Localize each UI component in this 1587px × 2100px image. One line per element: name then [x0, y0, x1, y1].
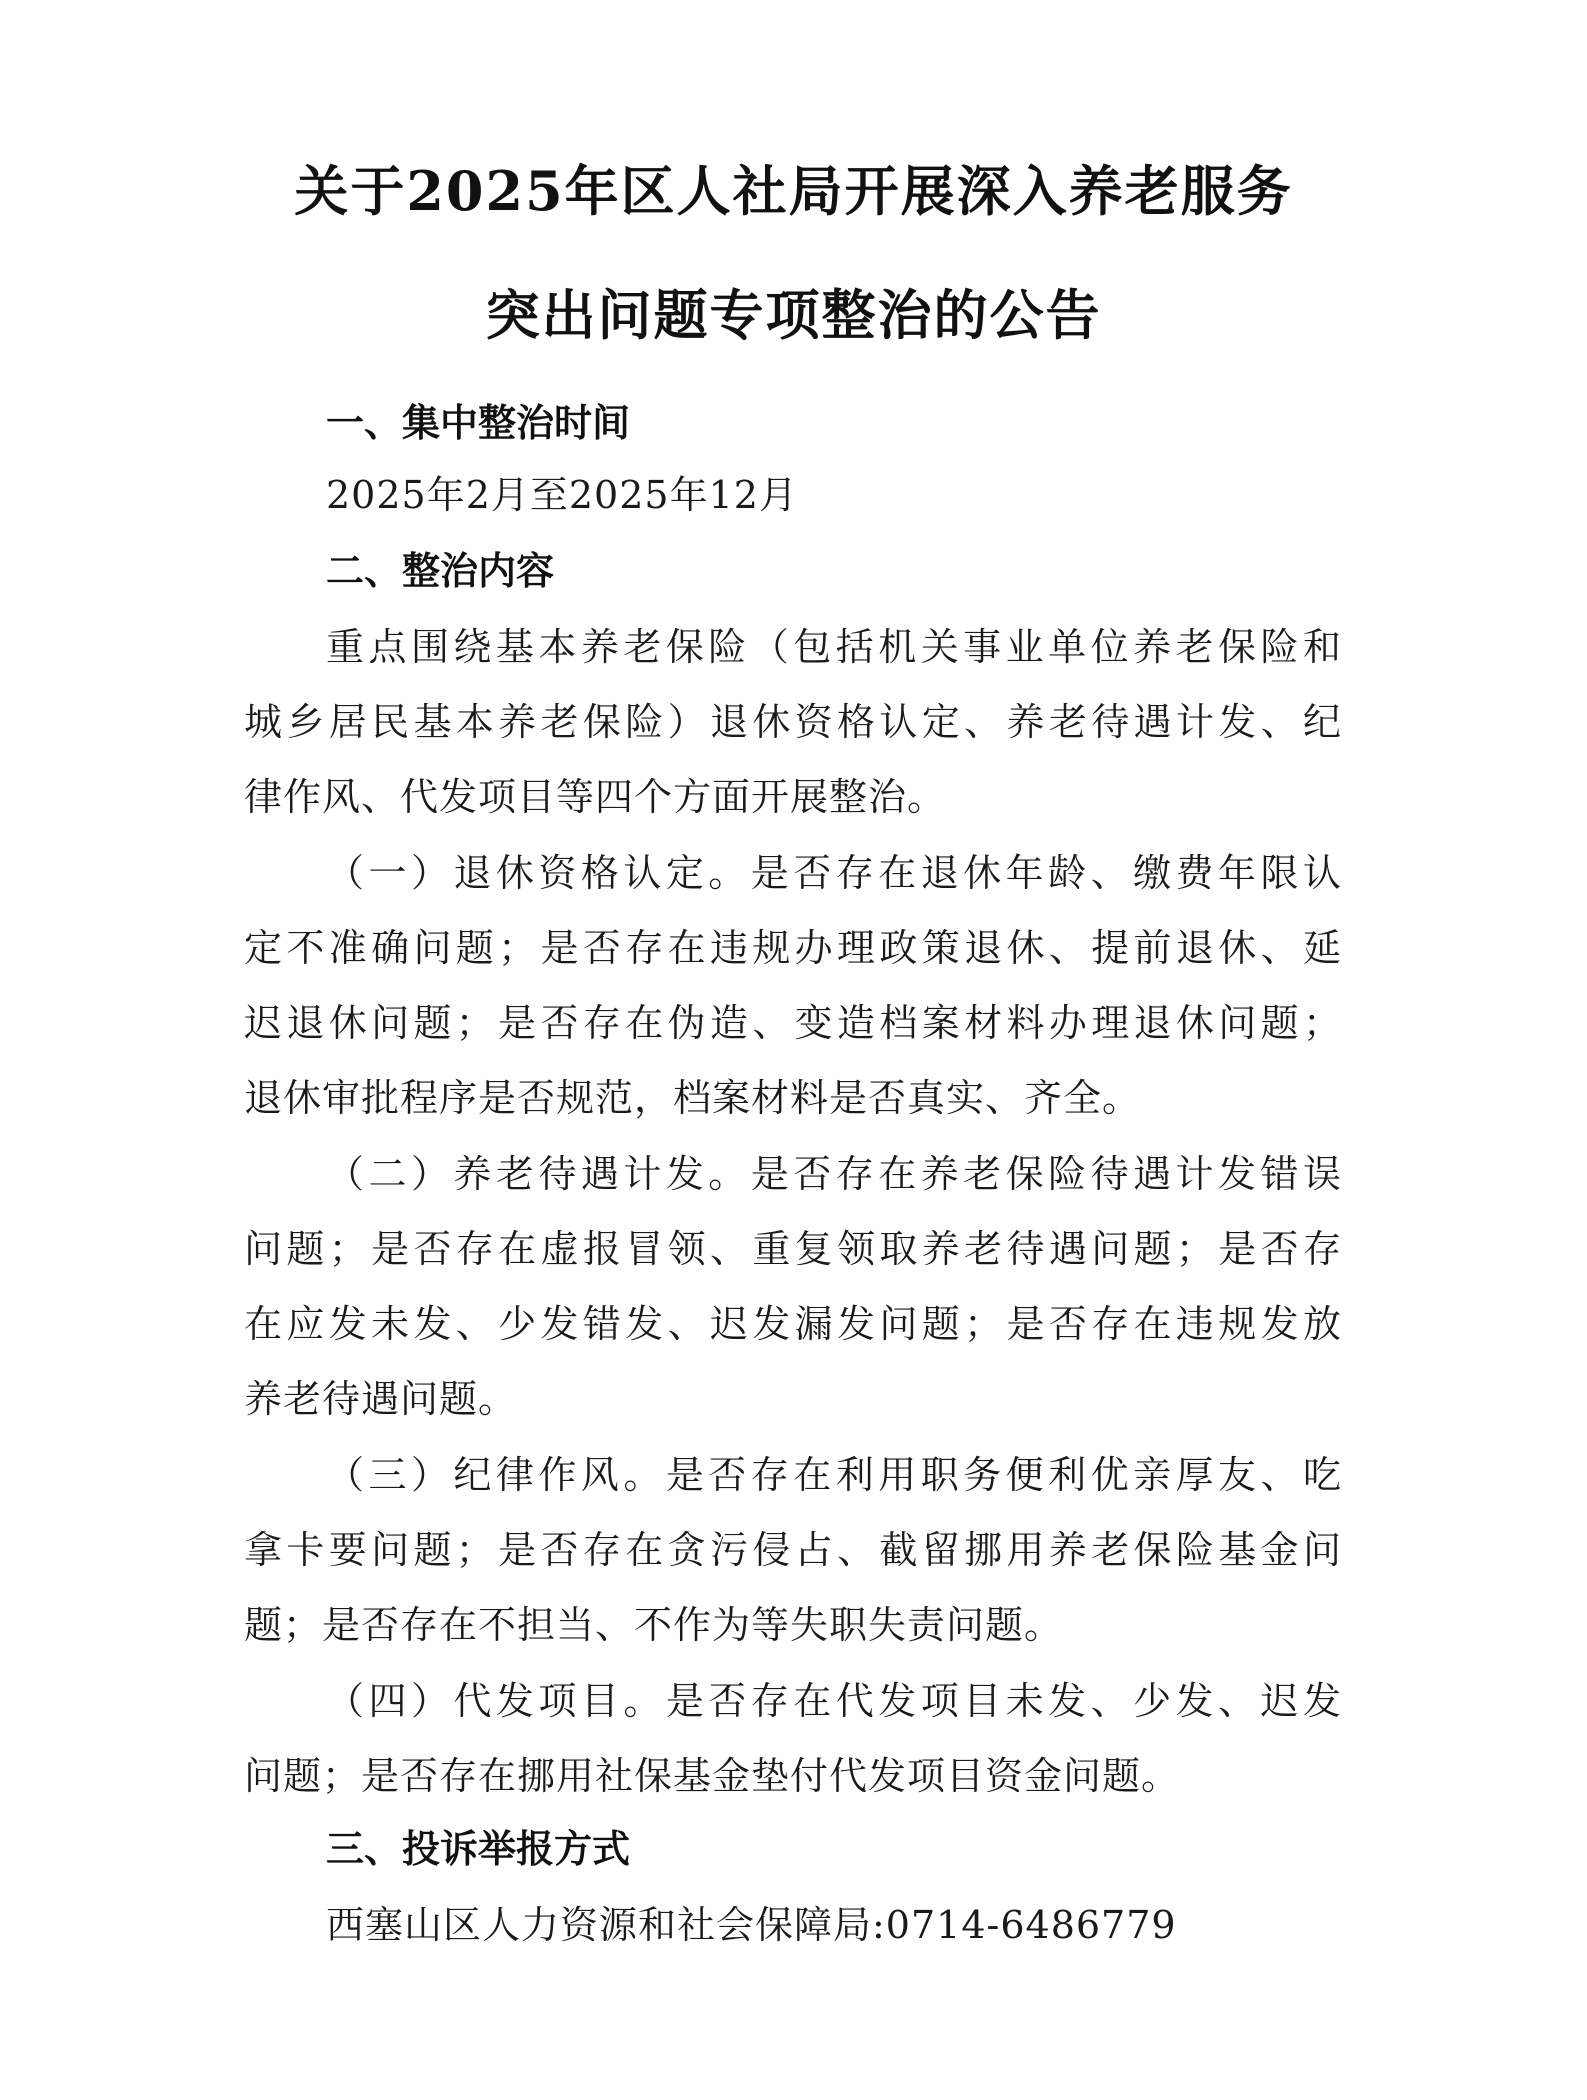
item1-line-3: 迟退休问题；是否存在伪造、变造档案材料办理退休问题； — [244, 1001, 1342, 1045]
section-heading-time: 一、集中整治时间 — [326, 401, 631, 445]
item3-line-2: 拿卡要问题；是否存在贪污侵占、截留挪用养老保险基金问 — [244, 1528, 1342, 1572]
complaint-contact: 西塞山区人力资源和社会保障局:0714-6486779 — [326, 1903, 1177, 1947]
item3-line-3: 题；是否存在不担当、不作为等失职失责问题。 — [244, 1603, 1064, 1647]
item2-line-2: 问题；是否存在虚报冒领、重复领取养老待遇问题；是否存 — [244, 1227, 1342, 1271]
item1-line-1: （一）退休资格认定。是否存在退休年龄、缴费年限认 — [326, 851, 1342, 895]
content-intro-line-3: 律作风、代发项目等四个方面开展整治。 — [244, 775, 947, 819]
item2-line-4: 养老待遇问题。 — [244, 1377, 518, 1421]
item3-line-1: （三）纪律作风。是否存在利用职务便利优亲厚友、吃 — [326, 1453, 1342, 1497]
content-intro-line-1: 重点围绕基本养老保险（包括机关事业单位养老保险和 — [326, 625, 1342, 669]
section-heading-content: 二、整治内容 — [326, 549, 555, 593]
document-title-line-1: 关于2025年区人社局开展深入养老服务 — [294, 159, 1293, 223]
document-title-line-2: 突出问题专项整治的公告 — [485, 283, 1102, 347]
item4-line-2: 问题；是否存在挪用社保基金垫付代发项目资金问题。 — [244, 1754, 1181, 1798]
content-intro-line-2: 城乡居民基本养老保险）退休资格认定、养老待遇计发、纪 — [244, 700, 1342, 744]
section-heading-complaint: 三、投诉举报方式 — [326, 1827, 631, 1871]
section-time-text: 2025年2月至2025年12月 — [326, 473, 798, 517]
item1-line-4: 退休审批程序是否规范，档案材料是否真实、齐全。 — [244, 1076, 1142, 1120]
item1-line-2: 定不准确问题；是否存在违规办理政策退休、提前退休、延 — [244, 926, 1342, 970]
item4-line-1: （四）代发项目。是否存在代发项目未发、少发、迟发 — [326, 1679, 1342, 1723]
item2-line-1: （二）养老待遇计发。是否存在养老保险待遇计发错误 — [326, 1152, 1342, 1196]
item2-line-3: 在应发未发、少发错发、迟发漏发问题；是否存在违规发放 — [244, 1302, 1342, 1346]
